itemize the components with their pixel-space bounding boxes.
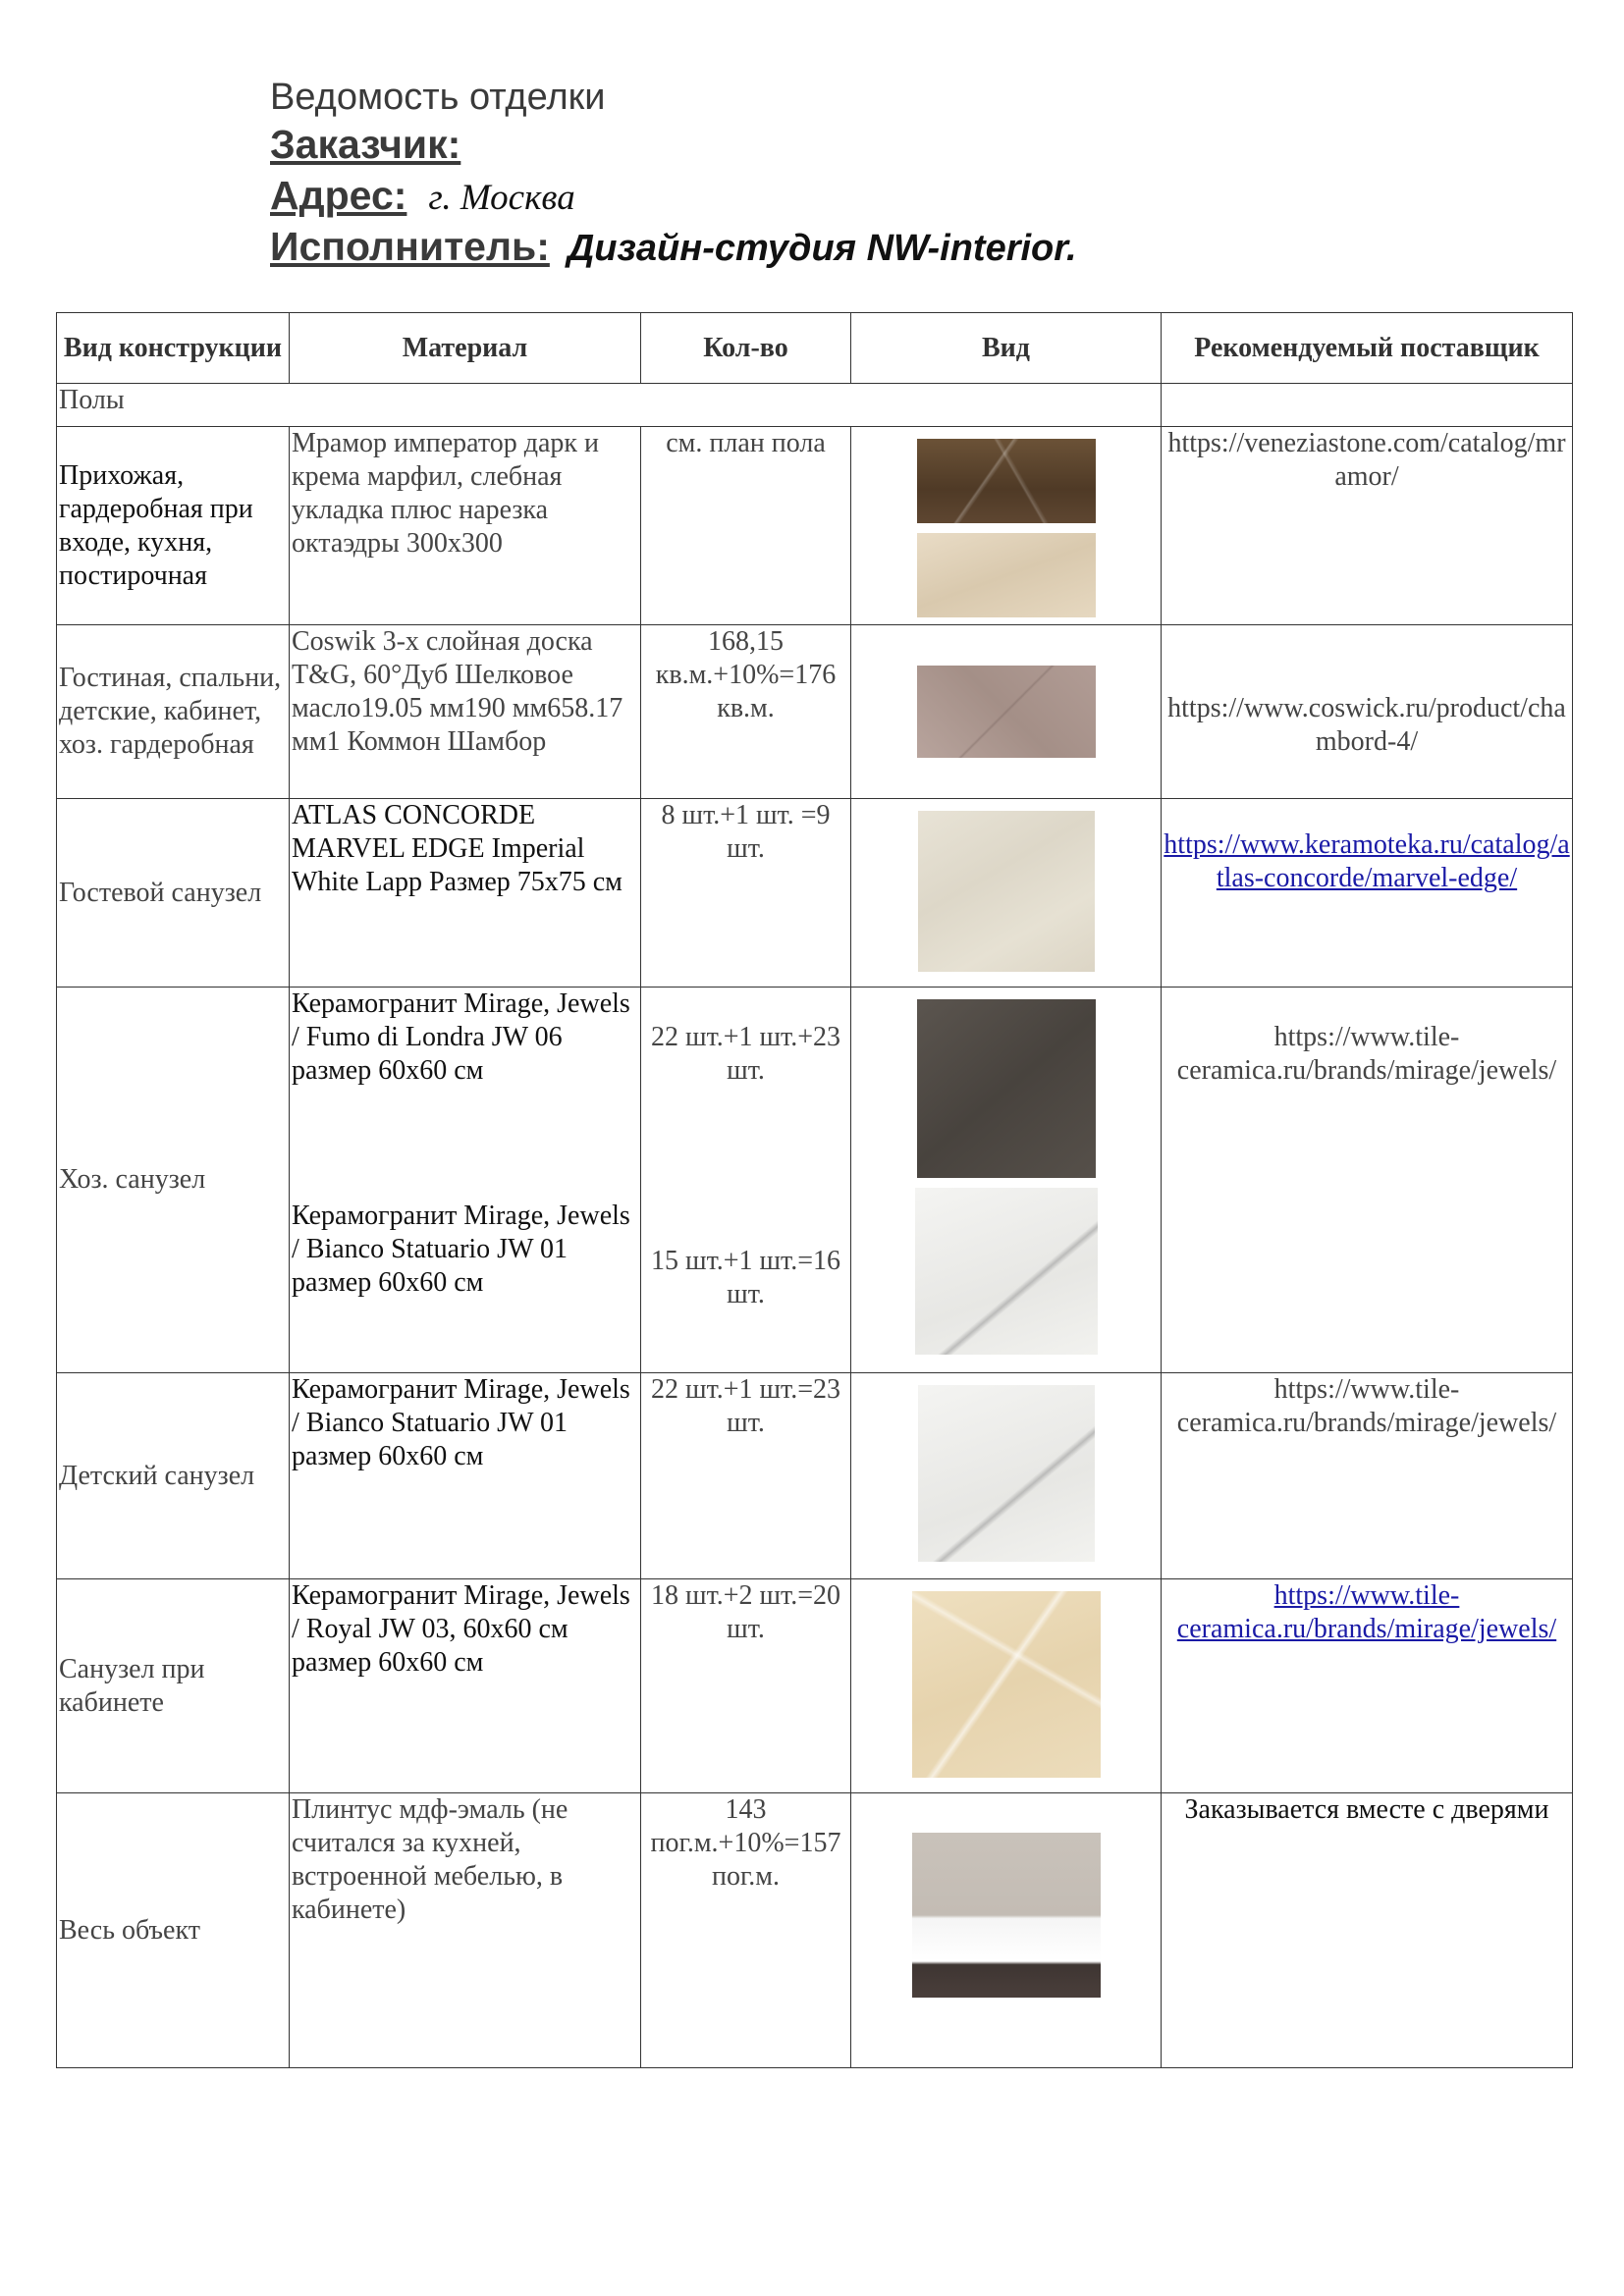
address-line bbox=[270, 173, 575, 219]
col-header-supplier: Рекомендуемый поставщик bbox=[1162, 313, 1573, 384]
contractor-label: Исполнитель: bbox=[270, 224, 550, 269]
table-header-row bbox=[57, 313, 1573, 384]
row-view bbox=[851, 1373, 1162, 1579]
marvel-edge-swatch bbox=[918, 811, 1095, 972]
table-row bbox=[57, 1579, 1573, 1793]
emperador-marble-swatch bbox=[917, 439, 1096, 523]
qty-item: 15 шт.+1 шт.=16 шт. bbox=[651, 1246, 840, 1309]
row-type: Прихожая, гардеробная при входе, кухня, постирочная bbox=[57, 427, 290, 625]
row-material: Coswik 3-х слойная доска T&G, 60°Дуб Шелковое масло19.05 мм190 мм658.17 мм1 Коммон Шамбор bbox=[290, 625, 641, 799]
material-item: Керамогранит Mirage, Jewels / Fumo di Londra JW 06 размер 60х60 см bbox=[292, 988, 630, 1086]
table-row bbox=[57, 625, 1573, 799]
row-view bbox=[851, 427, 1162, 625]
table-row bbox=[57, 988, 1573, 1373]
row-type: Санузел при кабинете bbox=[57, 1579, 290, 1793]
oak-board-swatch bbox=[917, 666, 1096, 758]
row-supplier: https://veneziastone.com/catalog/mramor/ bbox=[1162, 427, 1573, 625]
row-material bbox=[290, 988, 641, 1373]
row-supplier bbox=[1162, 1579, 1573, 1793]
row-qty: 143 пог.м.+10%=157 пог.м. bbox=[641, 1793, 851, 2068]
bianco-statuario-swatch bbox=[918, 1385, 1095, 1562]
table-row bbox=[57, 1373, 1573, 1579]
row-type: Гостиная, спальни, детские, кабинет, хоз. гардеробная bbox=[57, 625, 290, 799]
table-row bbox=[57, 427, 1573, 625]
supplier-link[interactable]: https://www.keramoteka.ru/catalog/atlas-concorde/marvel-edge/ bbox=[1164, 829, 1570, 893]
table-row bbox=[57, 1793, 1573, 2068]
section-row bbox=[57, 384, 1573, 427]
finishing-schedule-table bbox=[56, 312, 1573, 2068]
row-material: Плинтус мдф-эмаль (не считался за кухней, встроенной мебелью, в кабинете) bbox=[290, 1793, 641, 2068]
row-supplier bbox=[1162, 799, 1573, 988]
material-item: Керамогранит Mirage, Jewels / Bianco Statuario JW 01 размер 60х60 см bbox=[292, 1201, 630, 1298]
row-view bbox=[851, 799, 1162, 988]
row-supplier: Заказывается вместе с дверями bbox=[1162, 1793, 1573, 2068]
row-type: Весь объект bbox=[57, 1793, 290, 2068]
document-title: Ведомость отделки bbox=[270, 77, 606, 118]
row-material: Мрамор император дарк и крема марфил, слебная укладка плюс нарезка октаэдры 300х300 bbox=[290, 427, 641, 625]
customer-label: Заказчик: bbox=[270, 122, 461, 167]
row-material: ATLAS CONCORDE MARVEL EDGE Imperial White Lapp Размер 75х75 см bbox=[290, 799, 641, 988]
row-supplier: https://www.coswick.ru/product/chambord-4/ bbox=[1162, 625, 1573, 799]
row-type: Хоз. санузел bbox=[57, 988, 290, 1373]
col-header-qty: Кол-во bbox=[641, 313, 851, 384]
section-empty-cell bbox=[1162, 384, 1573, 427]
address-value: г. Москва bbox=[428, 178, 575, 218]
section-label: Полы bbox=[57, 384, 1162, 427]
table-row bbox=[57, 799, 1573, 988]
row-material: Керамогранит Mirage, Jewels / Royal JW 03, 60х60 см размер 60х60 см bbox=[290, 1579, 641, 1793]
row-qty: 18 шт.+2 шт.=20 шт. bbox=[641, 1579, 851, 1793]
row-supplier: https://www.tile-ceramica.ru/brands/mirage/jewels/ bbox=[1162, 988, 1573, 1373]
row-qty: 168,15 кв.м.+10%=176 кв.м. bbox=[641, 625, 851, 799]
address-label: Адрес: bbox=[270, 173, 407, 218]
row-qty: 22 шт.+1 шт.=23 шт. bbox=[641, 1373, 851, 1579]
row-qty bbox=[641, 988, 851, 1373]
row-view bbox=[851, 625, 1162, 799]
row-type: Детский санузел bbox=[57, 1373, 290, 1579]
royal-onyx-swatch bbox=[912, 1591, 1101, 1778]
crema-marfil-swatch bbox=[917, 533, 1096, 617]
supplier-link[interactable]: https://www.tile-ceramica.ru/brands/mirage/jewels/ bbox=[1176, 1580, 1557, 1644]
plinth-swatch bbox=[912, 1833, 1101, 1998]
bianco-statuario-swatch bbox=[915, 1188, 1098, 1355]
col-header-type: Вид конструкции bbox=[57, 313, 290, 384]
row-qty: см. план пола bbox=[641, 427, 851, 625]
row-view bbox=[851, 988, 1162, 1373]
row-type: Гостевой санузел bbox=[57, 799, 290, 988]
contractor-value: Дизайн-студия NW-interior. bbox=[567, 228, 1077, 269]
fumo-di-londra-swatch bbox=[917, 999, 1096, 1178]
contractor-line bbox=[270, 224, 1077, 270]
qty-item: 22 шт.+1 шт.+23 шт. bbox=[651, 1022, 840, 1086]
col-header-view: Вид bbox=[851, 313, 1162, 384]
row-supplier: https://www.tile-ceramica.ru/brands/mirage/jewels/ bbox=[1162, 1373, 1573, 1579]
col-header-material: Материал bbox=[290, 313, 641, 384]
customer-line bbox=[270, 122, 460, 168]
row-view bbox=[851, 1579, 1162, 1793]
row-view bbox=[851, 1793, 1162, 2068]
row-qty: 8 шт.+1 шт. =9 шт. bbox=[641, 799, 851, 988]
row-material: Керамогранит Mirage, Jewels / Bianco Statuario JW 01 размер 60х60 см bbox=[290, 1373, 641, 1579]
